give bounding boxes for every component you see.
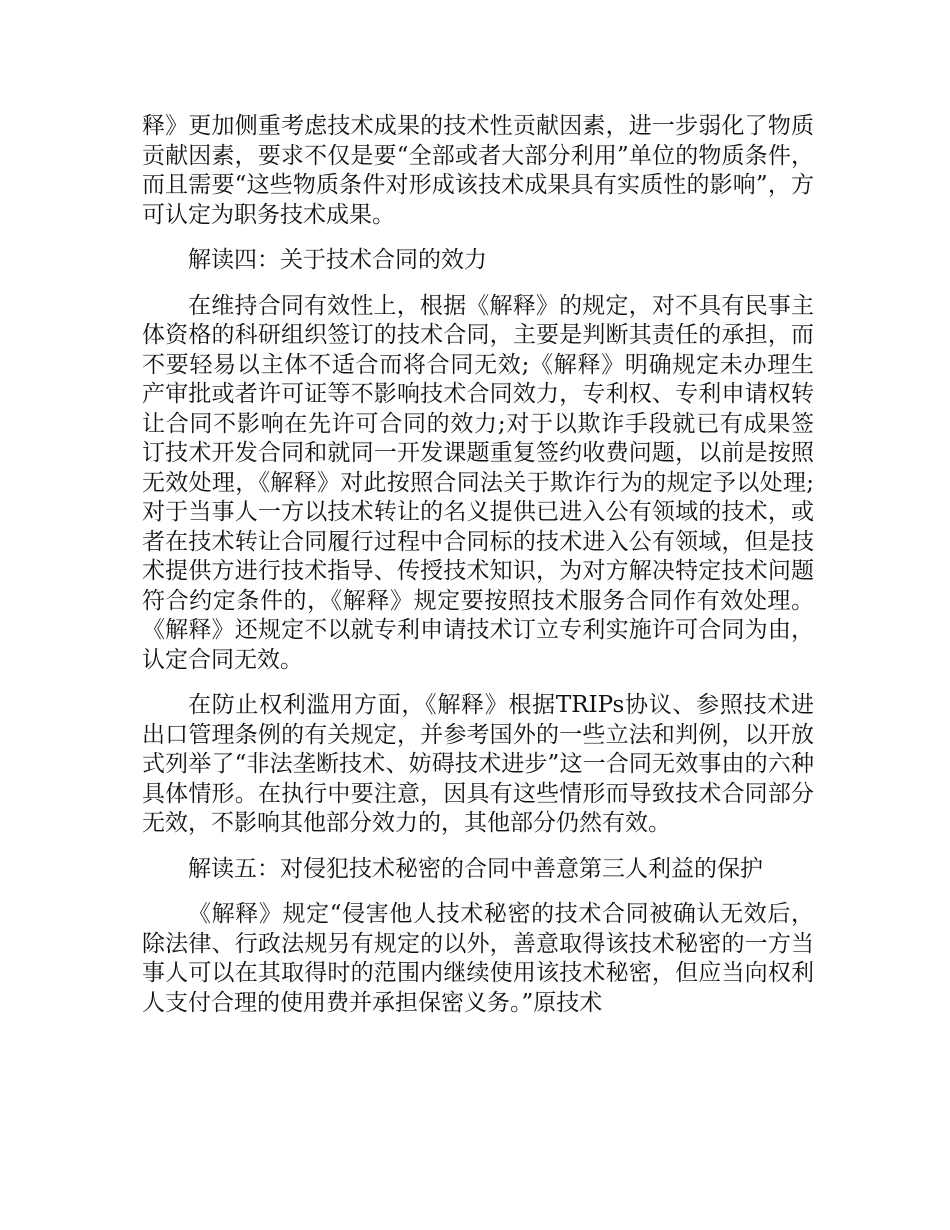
document-page — [142, 112, 814, 1034]
section-heading-4: 解读四：关于技术合同的效力 — [188, 247, 487, 273]
section-heading-5: 解读五：对侵犯技术秘密的合同中善意第三人利益的保护 — [188, 855, 763, 882]
paragraph-third-party-protection: 《解释》规定“侵害他人技术秘密的技术合同被确认无效后，除法律、行政法规另有规定的以外，善意取得该技术秘密的一方当事人可以在其取得时的范围内继续使用该技术秘密，但应当向权利人支付合理的使用费并承担保密义务。”原技术 — [142, 901, 814, 1016]
paragraph-continuation: 释》更加侧重考虑技术成果的技术性贡献因素，进一步弱化了物质贡献因素，要求不仅是要“全部或者大部分利用”单位的物质条件，而且需要“这些物质条件对形成该技术成果具有实质性的影响”，方可认定为职务技术成果。 — [142, 113, 814, 228]
paragraph-contract-validity: 在维持合同有效性上，根据《解释》的规定，对不具有民事主体资格的科研组织签订的技术合同，主要是判断其责任的承担，而不要轻易以主体不适合而将合同无效;《解释》明确规定未办理生产审批或者许可证等不影响技术合同效力，专利权、专利申请权转让合同不影响在先许可合同的效力;对于以欺诈手段就已有成果签订技术开发合同和就同一开发课题重复签约收费问题，以前是按照无效处理，《解释》对此按照合同法关于欺诈行为的规定予以处理;对于当事人一方以技术转让的名义提供已进入公有领域的技术，或者在技术转让合同履行过程中合同标的技术进入公有领域，但是技术提供方进行技术指导、传授技术知识，为对方解决特定技术问题符合约定条件的，《解释》规定要按照技术服务合同作有效处理。《解释》还规定不以就专利申请技术订立专利实施许可合同为由，认定合同无效。 — [142, 292, 814, 673]
paragraph-abuse-prevention: 在防止权利滥用方面，《解释》根据TRIPs协议、参照技术进出口管理条例的有关规定，并参考国外的一些立法和判例，以开放式列举了“非法垄断技术、妨碍技术进步”这一合同无效事由的六种具体情形。在执行中要注意，因具有这些情形而导致技术合同部分无效，不影响其他部分效力的，其他部分仍然有效。 — [142, 692, 814, 836]
